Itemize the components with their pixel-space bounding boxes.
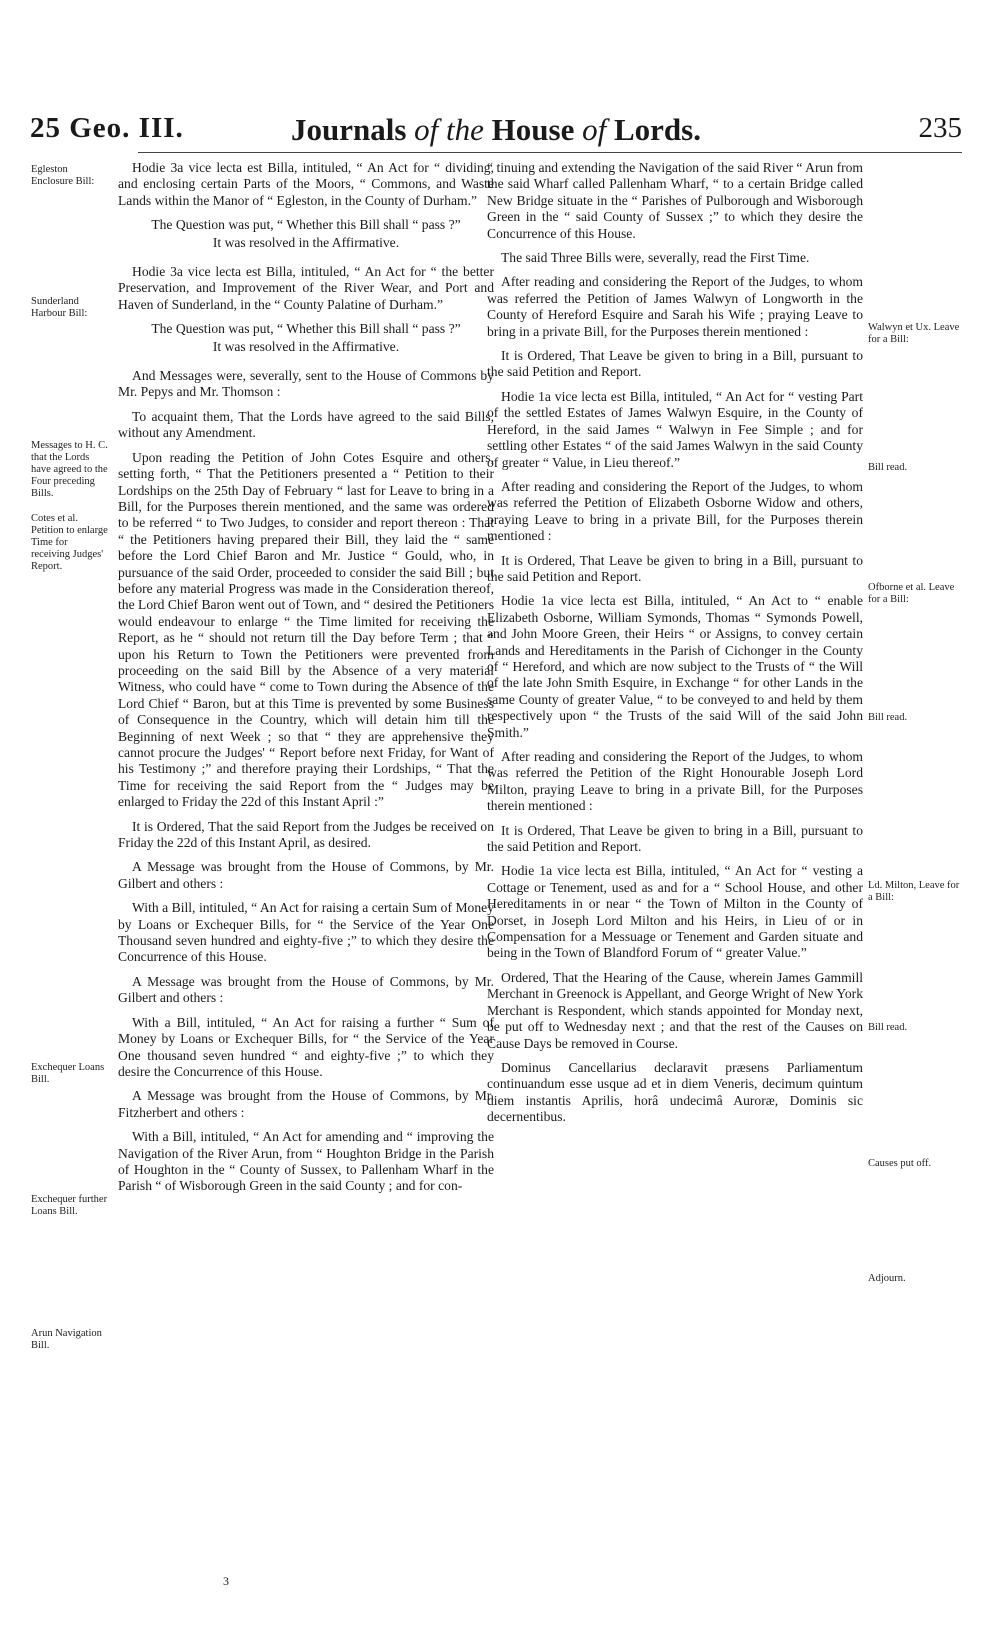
paragraph: The Question was put, “ Whether this Bill shall “ pass ?” — [151, 321, 461, 337]
paragraph: Hodie 1a vice lecta est Billa, intituled, “ An Act for “ vesting Part of the settled Estates of James Walwyn Esquire, in the County of Hereford, in the said James “ Walwyn in Fee Simple ; and for settling other Estates “ of the said James Walwyn in the said County of greater “ Value, in Lieu thereof.” — [487, 388, 863, 470]
margin-note: Exchequer further Loans Bill. — [31, 1194, 108, 1217]
paragraph: With a Bill, intituled, “ An Act for raising a certain Sum of Money by Loans or Exchequer Bills, for “ the Service of the Year One Thousand seven hundred and eighty-five ;” to which they desire the Concurrence of this House. — [118, 900, 494, 965]
paragraph: A Message was brought from the House of Commons, by Mr. Gilbert and others : — [118, 973, 494, 1006]
paragraph: Ordered, That the Hearing of the Cause, wherein James Gammill Merchant in Greenock is Appellant, and George Wright of New York Merchant is Respondent, which stands appointed for Monday next, be put off to Wednesday next ; and that the rest of the Causes on Cause Days be removed in Course. — [487, 969, 863, 1051]
paragraph: Hodie 1a vice lecta est Billa, intituled, “ An Act for “ vesting a Cottage or Tenement, used as and for a “ School House, and other Hereditaments in or near “ the Town of Milton in the County of Dorset, in Joseph Lord Milton and his Heirs, in Lieu of or in Compensation for a Messuage or Tenement and Garden situate and being in the Town of Blandford Forum of “ greater Value.” — [487, 863, 863, 961]
page-header — [30, 112, 962, 156]
margin-note: Messages to H. C. that the Lords have agreed to the Four preceding Bills. — [31, 440, 108, 499]
margin-note: Causes put off. — [868, 1158, 932, 1169]
margin-note: Arun Navigation Bill. — [31, 1328, 102, 1351]
margin-note: Adjourn. — [868, 1273, 906, 1284]
paragraph: “ tinuing and extending the Navigation of the said River “ Arun from the said Wharf called Pallenham Wharf, “ to a certain Bridge called New Bridge situate in the “ Parishes of Pulborough and Wisborough Green in the “ said County of Sussex ;” to which they desire the Concurrence of this House. — [487, 160, 863, 241]
header-regnal-year: 25 Geo. III. — [30, 112, 184, 144]
paragraph: A Message was brought from the House of Commons, by Mr. Gilbert and others : — [118, 859, 494, 891]
paragraph: After reading and considering the Report of the Judges, to whom was referred the Petition of Elizabeth Osborne Widow and others, praying Leave to bring in a private Bill, for the Purposes therein mentioned : — [487, 478, 863, 544]
paragraph: And Messages were, severally, sent to the House of Commons by Mr. Pepys and Mr. Thomson : — [118, 368, 494, 400]
paragraph: The said Three Bills were, severally, read the First Time. — [501, 250, 810, 266]
margin-note: Walwyn et Ux. Leave for a Bill: — [868, 322, 960, 345]
margin-note: Sunderland Harbour Bill: — [31, 296, 88, 319]
paragraph: Upon reading the Petition of John Cotes Esquire and others, setting forth, “ That the Petitioners presented a “ Petition to their Lordships on the 25th Day of February “ last for Leave to bring in a Bill, for the Purposes therein mentioned, and the same was ordered to be referred “ to Two Judges, to consider and report thereon : That “ the Petitioners having prepared their Bill, they laid the “ same before the Lord Chief Baron and Mr. Justice “ Gould, who, in pursuance of the said Order, proceeded to consider the said Bill ; but before any material Progress was made in the Consideration thereof, the Lord Chief Baron went out of Town, and “ desired the Petitioners would endeavour to enlarge “ the Time limited for receiving the Report, as he “ should not return till the Day before Term ; that “ upon his Return to Town the Petitioners were prevented from proceeding on the said Bill by the Absence of a very material Witness, who could have “ come to Town during the Absence of the Lord Chief “ Baron, but at this Time is prevented by some Business of Consequence in the Country, which will detain him till the Beginning of next Week ; so that “ they are apprehensive they cannot procure the Judges' “ Report before next Friday, for Want of his Testimony ;” and therefore praying their Lordships, “ That the Time for receiving the said Report from the “ Judges may be enlarged to Friday the 22d of this Instant April :” — [118, 449, 494, 810]
margin-note: Cotes et al. Petition to enlarge Time for receiving Judges' Report. — [31, 513, 108, 572]
margin-note: Ld. Milton, Leave for a Bill: — [868, 880, 960, 903]
signature-mark: 3 — [223, 1574, 229, 1588]
paragraph: It is Ordered, That Leave be given to bring in a Bill, pursuant to the said Petition and Report. — [487, 348, 863, 380]
margin-note: Egleston Enclosure Bill: — [31, 164, 95, 187]
paragraph: After reading and considering the Report of the Judges, to whom was referred the Petition of James Walwyn of Longworth in the County of Hereford Esquire and Sarah his Wife ; praying Leave to bring in a private Bill, for the Purposes therein mentioned : — [487, 274, 863, 339]
right-column — [487, 160, 863, 1134]
paragraph: It is Ordered, That Leave be given to bring in a Bill, pursuant to the said Petition and Report. — [487, 552, 863, 584]
paragraph: It is Ordered, That the said Report from the Judges be received on Friday the 22d of this Instant April, as desired. — [118, 818, 494, 851]
paragraph: With a Bill, intituled, “ An Act for raising a further “ Sum of Money by Loans or Exchequer Bills, for “ the Service of the Year One thousand seven hundred “ and eighty-five ;” to which they desire the Concurrence of this House. — [118, 1014, 494, 1079]
left-column — [118, 160, 494, 1203]
paragraph: It is Ordered, That Leave be given to bring in a Bill, pursuant to the said Petition and Report. — [487, 822, 863, 855]
paragraph: Dominus Cancellarius declaravit præsens Parliamentum continuandum esse usque ad et in diem Veneris, decimum quintum diem instantis Aprilis, horâ undecimâ Auroræ, Dominis sic decernentibus. — [487, 1059, 863, 1125]
paragraph: It was resolved in the Affirmative. — [212, 338, 400, 354]
page-number: 235 — [918, 112, 962, 144]
margin-note: Bill read. — [868, 712, 908, 723]
paragraph: Hodie 3a vice lecta est Billa, intituled, “ An Act for “ dividing, and enclosing certain Parts of the Moors, “ Commons, and Waste Lands within the Manor of “ Egleston, in the County of Durham.” — [118, 160, 494, 208]
journal-title: Journals of the House of Lords. — [291, 112, 701, 147]
paragraph: After reading and considering the Report of the Judges, to whom was referred the Petition of the Right Honourable Joseph Lord Milton, praying Leave to bring in a private Bill, for the Purposes therein mentioned : — [487, 749, 863, 814]
paragraph: It was resolved in the Affirmative. — [212, 234, 400, 250]
paragraph: Hodie 1a vice lecta est Billa, intituled, “ An Act to “ enable Elizabeth Osborne, William Symonds, Thomas “ Symonds Powell, and John Moore Green, their Heirs “ or Assigns, to convey certain Lands and Hereditaments in the Parish of Cichonger in the County of “ Hereford, and which are now subject to the Trusts of “ the Will of the late John Smith Esquire, in Exchange “ for other Lands in the same County of greater Value, “ to be conveyed to and held by them respectively upon “ the Trusts of the said Will of the said John Smith.” — [487, 593, 863, 740]
paragraph: The Question was put, “ Whether this Bill shall “ pass ?” — [151, 217, 461, 233]
header-rule — [138, 152, 962, 153]
paragraph: Hodie 3a vice lecta est Billa, intituled, “ An Act for “ the better Preservation, and Improvement of the River Wear, and Port and Haven of Sunderland, in the “ County Palatine of Durham.” — [118, 264, 494, 312]
margin-note: Exchequer Loans Bill. — [31, 1062, 105, 1085]
margin-note: Ofborne et al. Leave for a Bill: — [868, 582, 955, 605]
paragraph: To acquaint them, That the Lords have agreed to the said Bills, without any Amendment. — [118, 408, 494, 441]
paragraph: With a Bill, intituled, “ An Act for amending and “ improving the Navigation of the River Arun, from “ Houghton Bridge in the Parish of Houghton in the “ County of Sussex, to Pallenham Wharf in the Parish “ of Wisborough Green in the said County ; and for con- — [118, 1129, 494, 1194]
paragraph: A Message was brought from the House of Commons, by Mr. Fitzherbert and others : — [118, 1088, 494, 1120]
margin-note: Bill read. — [868, 1022, 908, 1033]
margin-note: Bill read. — [868, 462, 908, 473]
